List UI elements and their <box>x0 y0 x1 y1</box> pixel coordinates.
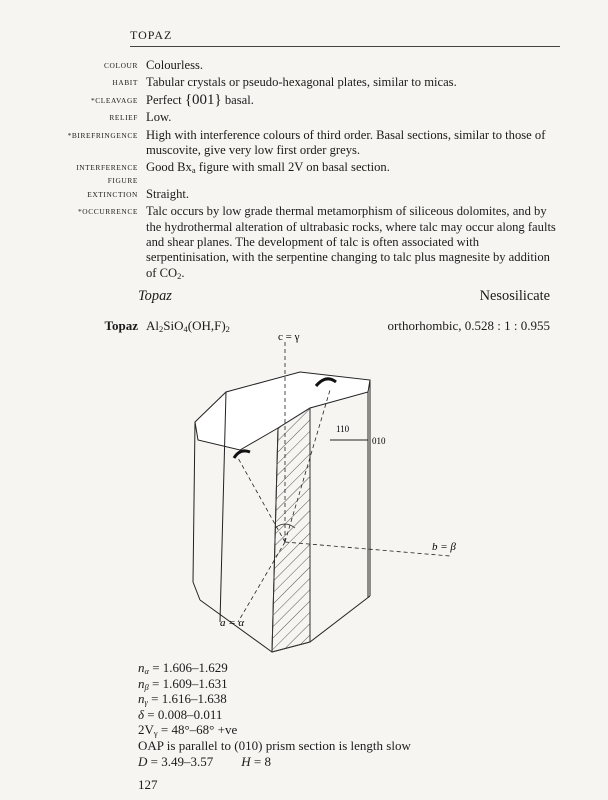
property-row-habit <box>30 75 560 90</box>
running-head: TOPAZ <box>130 28 173 42</box>
crystal-diagram <box>160 332 500 662</box>
chemical-formula: $Al_2SiO_4(OH,F)_2$ <box>146 318 230 334</box>
page-number: 127 <box>138 777 158 792</box>
property-label: *BIREFRINGENCE <box>67 130 138 140</box>
oap-note: OAP is parallel to (010) prism section is length slow <box>138 737 411 753</box>
property-label: *CLEAVAGE <box>90 95 138 105</box>
property-value: Tabular crystals or pseudo-hexagonal plates, similar to micas. <box>146 75 457 90</box>
birefringence-delta: δ = 0.008–0.011 <box>138 706 223 722</box>
property-value: Colourless. <box>146 58 204 72</box>
refractive-index-alpha: $n_\alpha = 1.606-1.629$ <box>138 660 228 676</box>
property-value: Talc occurs by low grade thermal metamorphism of siliceous dolomites, and by the hydrothermal alteration of ultrabasic rocks, where talc may occur along faults and shear planes. The development of talc is often associated with serpentinisation, with the serpentine changing to talc plus magnesite by addition of $CO_2$. <box>146 204 556 281</box>
optical-properties <box>138 660 411 769</box>
header-rule <box>130 46 560 47</box>
density-hardness: D = 3.49–3.57 H = 8 <box>138 753 271 769</box>
face-010-label: 010 <box>372 436 386 446</box>
talc-properties <box>30 58 560 283</box>
property-value: Straight. <box>146 186 190 201</box>
property-value: Good $Bx_a$ figure with small 2V on basal section. <box>146 160 390 176</box>
property-value: Low. <box>146 110 172 125</box>
property-label: COLOUR <box>104 61 138 70</box>
property-label: INTERFERENCE FIGURE <box>76 163 138 185</box>
property-value: Perfect {001} basal. <box>146 91 254 108</box>
mineral-title: Topaz <box>138 288 172 304</box>
refractive-index-gamma: $n_\gamma = 1.616-1.638$ <box>138 691 227 708</box>
property-value: High with interference colours of third order. Basal sections, similar to those of muscovite, give very low first order greys. <box>146 127 546 158</box>
property-row-colour <box>30 58 560 73</box>
property-row-occurrence <box>30 204 560 281</box>
property-row-extinction <box>30 187 560 202</box>
property-label: *OCCURRENCE <box>78 207 138 217</box>
b-axis-label: b = β <box>432 541 456 553</box>
property-row-cleavage <box>30 93 560 108</box>
property-label: EXTINCTION <box>87 189 138 199</box>
mineral-class: Nesosilicate <box>479 288 550 304</box>
property-row-interference-figure <box>30 160 560 184</box>
property-row-birefringence <box>30 128 560 159</box>
property-label: RELIEF <box>109 113 138 123</box>
hatched-section <box>272 408 310 652</box>
mineral-section-title <box>138 288 550 305</box>
face-110-label: 110 <box>336 424 350 434</box>
mineral-name: Topaz <box>104 318 138 333</box>
a-axis-label: a = α <box>220 617 245 629</box>
optic-axis-arc-left <box>234 451 250 458</box>
property-label: HABIT <box>112 78 138 88</box>
property-row-relief <box>30 110 560 125</box>
optic-angle: $2V_\gamma = 48^\circ-68^\circ +ve$ <box>138 722 238 739</box>
refractive-index-beta: $n_\beta = 1.609-1.631$ <box>138 675 228 692</box>
crystal-system: orthorhombic, 0.528 : 1 : 0.955 <box>387 318 550 333</box>
c-axis-label: c = γ <box>278 332 300 343</box>
